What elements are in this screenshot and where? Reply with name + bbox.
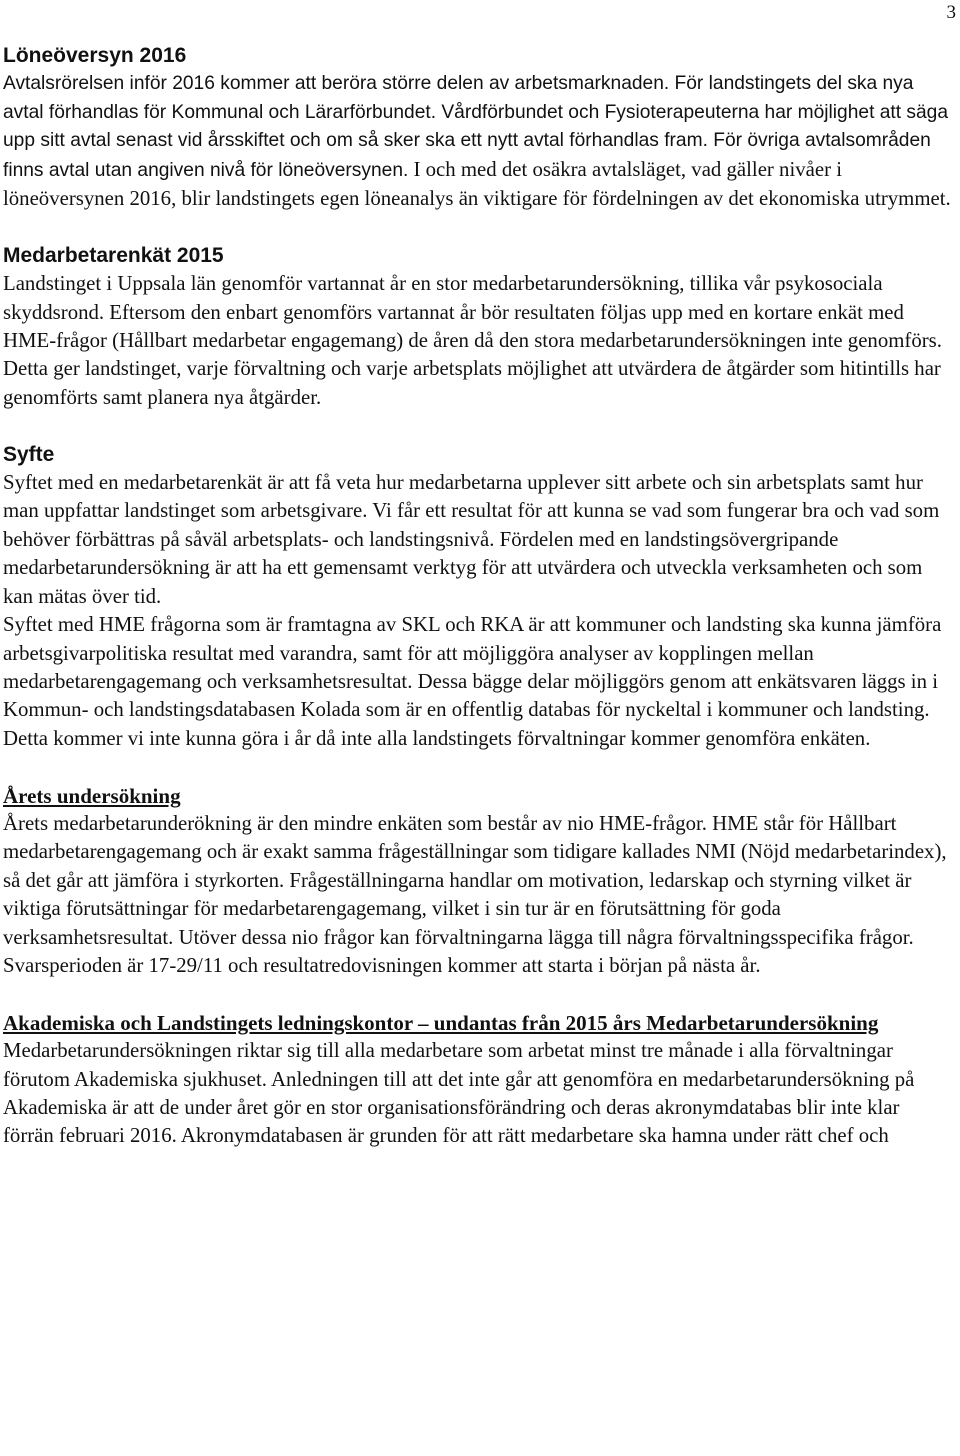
- paragraph-loneoversyn-part2: I och med det osäkra avtalsläget, vad gäller nivåer i löneöversynen 2016, blir landstingets egen löneanalys än viktigare för fördelningen av det ekonomiska utrymmet.: [3, 157, 951, 211]
- document-body: [3, 42, 955, 1151]
- paragraph-akademiska: Medarbetarundersökningen riktar sig till alla medarbetare som arbetat minst tre månade i alla förvaltningar förutom Akademiska sjukhuset. Anledningen till att det inte går att genomföra en medarbetarundersökning på Akademiska är att de under året gör en stor organisationsförändring och deras akronymdatabas blir inte klar förrän februari 2016. Akronymdatabasen är grunden för att rätt medarbetare ska hamna under rätt chef och: [3, 1039, 915, 1148]
- paragraph-syfte-1: Syftet med en medarbetarenkät är att få veta hur medarbetarna upplever sitt arbete och sin arbetsplats samt hur man uppfattar landstinget som arbetsgivare. Vi får ett resultat för att kunna se vad som fungerar bra och vad som behöver förbättras på såväl arbetsplats- och landstingsnivå. Fördelen med en landstingsövergripande medarbetarundersökning är att ha ett gemensamt verktyg för att utvärdera och utveckla verksamheten och som kan mätas över tid.: [3, 471, 940, 608]
- spacer: [3, 412, 955, 440]
- spacer: [3, 980, 955, 1008]
- spacer: [3, 213, 955, 241]
- paragraph-medarbetarenkat: Landstinget i Uppsala län genomför vartannat år en stor medarbetarundersökning, tillika vår psykosociala skyddsrond. Eftersom den enbart genomförs vartannat år bör resultaten följas upp med en kortare enkät med HME-frågor (Hållbart medarbetar engagemang) de åren då den stora medarbetarundersökningen inte genomförs. Detta ger landstinget, varje förvaltning och varje arbetsplats möjlighet att utvärdera de åtgärder som hitintills har genomförts samt planera nya åtgärder.: [3, 272, 942, 409]
- heading-akademiska: Akademiska och Landstingets ledningskontor – undantas från 2015 års Medarbetarundersökning: [3, 1010, 879, 1035]
- spacer: [3, 753, 955, 781]
- heading-arets-undersokning: Årets undersökning: [3, 783, 181, 808]
- heading-medarbetarenkat: Medarbetarenkät 2015: [3, 243, 224, 267]
- paragraph-syfte-2: Syftet med HME frågorna som är framtagna av SKL och RKA är att kommuner och landsting ska kunna jämföra arbetsgivarpolitiska resultat med varandra, samt för att möjliggöra analyser av kopplingen mellan medarbetarengagemang och verksamhetsresultat. Dessa bägge delar möjliggörs genom att enkätsvaren läggs in i Kommun- och landstingsdatabasen Kolada som är en offentlig databas för nyckeltal i kommuner och landsting. Detta kommer vi inte kunna göra i år då inte alla landstingets förvaltningar kommer genomföra enkäten.: [3, 613, 942, 750]
- heading-syfte: Syfte: [3, 442, 55, 466]
- paragraph-loneoversyn-part1: Avtalsrörelsen inför 2016 kommer att beröra större delen av arbetsmarknaden. För landstingets del ska nya avtal förhandlas för Kommunal och Lärarförbundet. Vårdförbundet och Fysioterapeuterna har möjlighet att säga upp sitt avtal senast vid årsskiftet och om så sker ska ett nytt avtal förhandlas fram. För övriga avtalsområden finns avtal utan angiven nivå för löneöversynen.: [3, 73, 949, 181]
- heading-loneoversyn: Löneöversyn 2016: [3, 44, 187, 67]
- paragraph-arets-2: Svarsperioden är 17-29/11 och resultatredovisningen kommer att starta i början på nästa år.: [3, 953, 761, 977]
- paragraph-loneoversyn: [3, 70, 955, 213]
- paragraph-arets-1: Årets medarbetarunderökning är den mindre enkäten som består av nio HME-frågor. HME står för Hållbart medarbetarengagemang och är exakt samma frågeställningar som tidigare kallades NMI (Nöjd medarbetarindex), så det går att jämföra i styrkorten. Frågeställningarna handlar om motivation, ledarskap och styrning vilket är viktiga förutsättningar för medarbetarengagemang, vilket i sin tur är en förutsättning för goda verksamhetsresultat. Utöver dessa nio frågor kan förvaltningarna lägga till några förvaltningsspecifika frågor.: [3, 811, 947, 949]
- page-number: 3: [946, 2, 956, 23]
